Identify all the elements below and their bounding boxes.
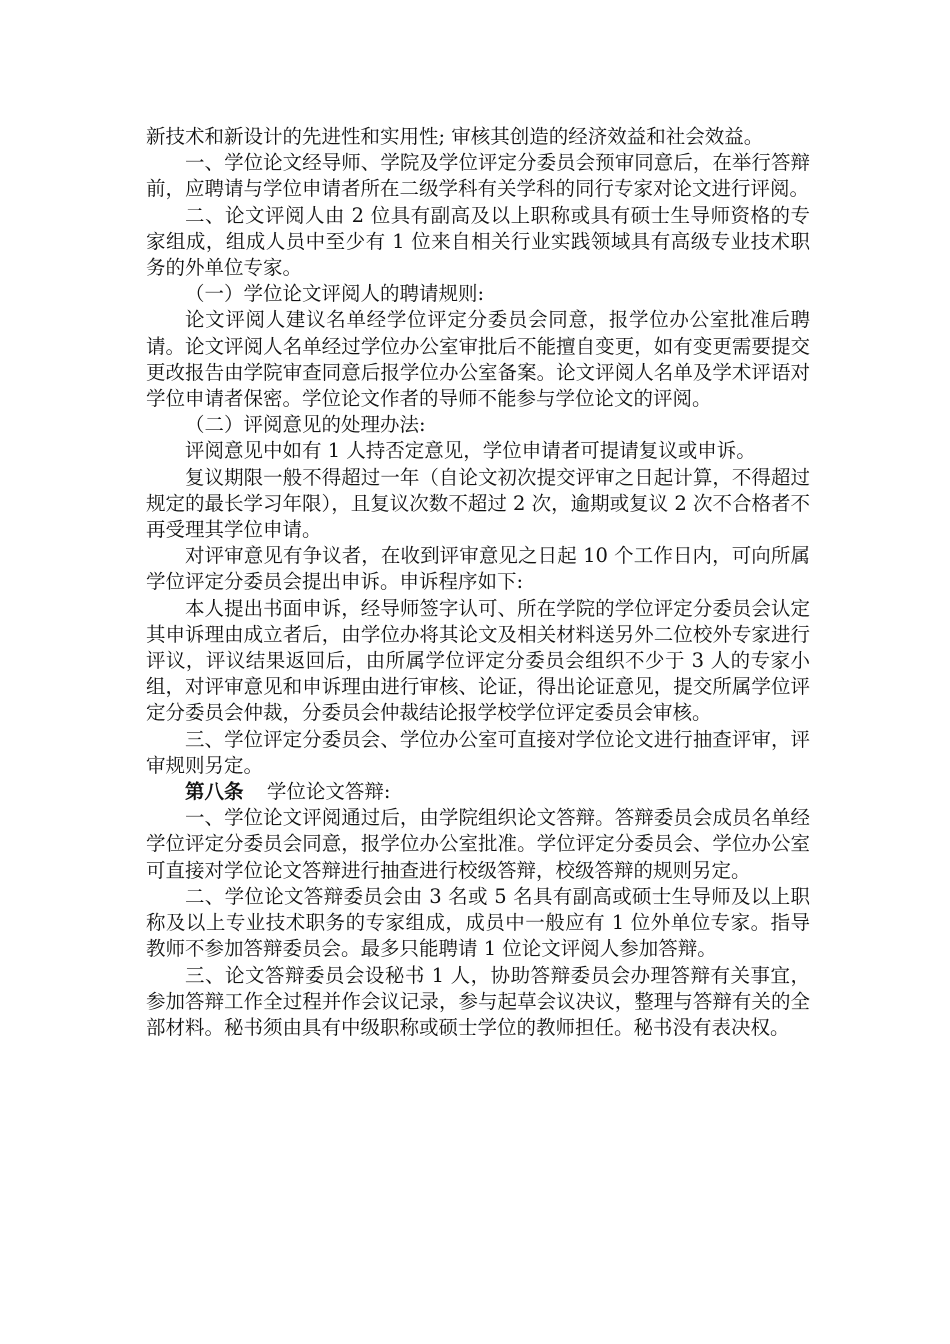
paragraph-review-hiring: 一、学位论文经导师、学院及学位评定分委员会预审同意后，在举行答辩前，应聘请与学位申请者所在二级学科有关学科的同行专家对论文进行评阅。 bbox=[146, 151, 810, 201]
paragraph-committee-composition: 二、学位论文答辩委员会由 3 名或 5 名具有副高或硕士生导师及以上职称及以上专业技术职务的专家组成，成员中一般应有 1 位外单位专家。指导教师不参加答辩委员会。最多只能聘请 1 位论文评阅人参加答辩。 bbox=[146, 884, 810, 961]
paragraph-hiring-rules: 论文评阅人建议名单经学位评定分委员会同意，报学位办公室批准后聘请。论文评阅人名单经过学位办公室审批后不能擅自变更，如有变更需要提交更改报告由学院审查同意后报学位办公室备案。论文评阅人名单及学术评语对学位申请者保密。学位论文作者的导师不能参与学位论文的评阅。 bbox=[146, 308, 810, 411]
article-title: 学位论文答辩: bbox=[266, 780, 391, 804]
paragraph-defense-organization: 一、学位论文评阅通过后，由学院组织论文答辩。答辩委员会成员名单经学位评定分委员会同意，报学位办公室批准。学位评定分委员会、学位办公室可直接对学位论文答辩进行抽查进行校级答辩，校级答辩的规则另定。 bbox=[146, 806, 810, 882]
paragraph-spot-check: 三、学位评定分委员会、学位办公室可直接对学位论文进行抽查评审，评审规则另定。 bbox=[146, 727, 810, 777]
paragraph-continuation: 新技术和新设计的先进性和实用性; 审核其创造的经济效益和社会效益。 bbox=[146, 125, 764, 148]
paragraph-appeal-procedure: 本人提出书面申诉，经导师签字认可、所在学院的学位评定分委员会认定其申诉理由成立者后，由学位办将其论文及相关材料送另外二位校外专家进行评议，评议结果返回后，由所属学位评定分委员会组织不少于 3 人的专家小组，对评审意见和申诉理由进行审核、论证，得出论证意见，提交所属学位评定分委员会仲裁，分委员会仲裁结论报学校学位评定委员会审核。 bbox=[146, 596, 810, 725]
subheading-opinion-handling: （二）评阅意见的处理办法: bbox=[185, 413, 426, 437]
document-body bbox=[146, 124, 810, 1041]
article-label: 第八条 bbox=[185, 780, 244, 804]
paragraph-reconsideration: 复议期限一般不得超过一年（自论文初次提交评审之日起计算，不得超过规定的最长学习年限），且复议次数不超过 2 次，逾期或复议 2 次不合格者不再受理其学位申请。 bbox=[146, 465, 810, 542]
paragraph-dispute: 对评审意见有争议者，在收到评审意见之日起 10 个工作日内，可向所属学位评定分委员会提出申诉。申诉程序如下: bbox=[146, 544, 810, 594]
subheading-hiring-rules: （一）学位论文评阅人的聘请规则: bbox=[185, 282, 485, 306]
paragraph-reviewer-composition: 二、论文评阅人由 2 位具有副高及以上职称或具有硕士生导师资格的专家组成，组成人员中至少有 1 位来自相关行业实践领域具有高级专业技术职务的外单位专家。 bbox=[146, 203, 810, 280]
paragraph-secretary: 三、论文答辩委员会设秘书 1 人，协助答辩委员会办理答辩有关事宜，参加答辩工作全过程并作会议记录，参与起草会议决议，整理与答辩有关的全部材料。秘书须由具有中级职称或硕士学位的教师担任。秘书没有表决权。 bbox=[146, 963, 810, 1039]
article-eight-heading bbox=[146, 779, 810, 805]
paragraph-negative-opinion: 评阅意见中如有 1 人持否定意见，学位申请者可提请复议或申诉。 bbox=[185, 439, 756, 463]
